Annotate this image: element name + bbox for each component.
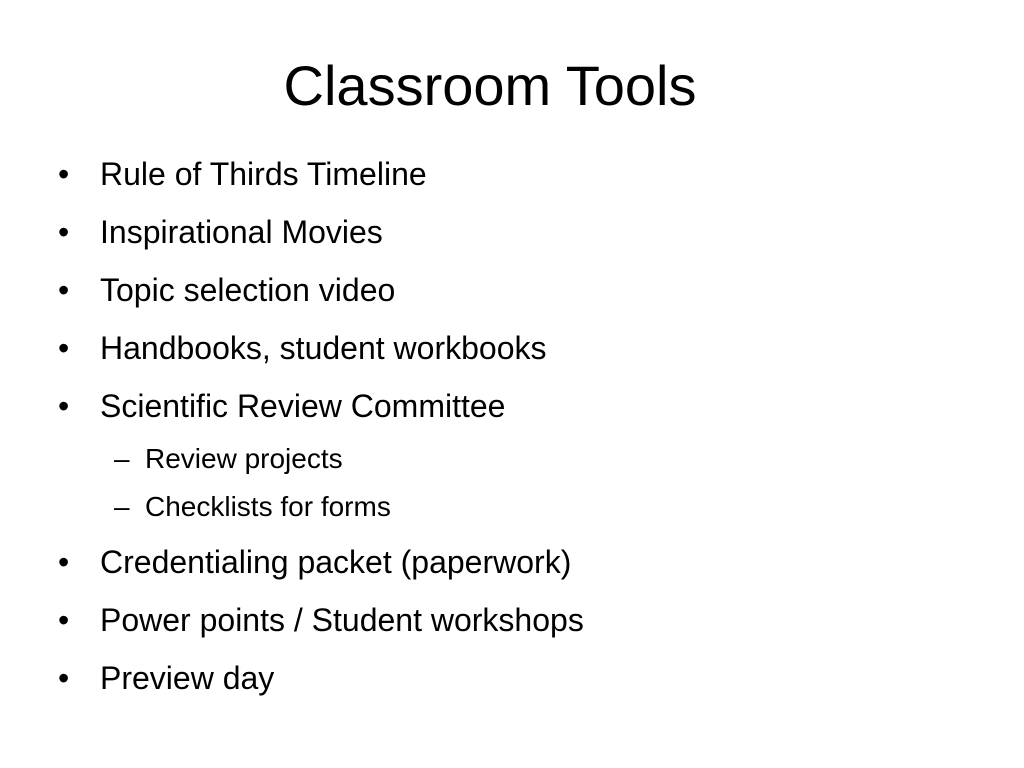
sub-bullet-item [58,483,998,531]
bullet-marker: • [58,156,70,192]
sub-bullet-list [58,435,998,531]
bullet-item [58,591,998,649]
bullet-marker: • [58,272,70,308]
bullet-text: Rule of Thirds Timeline [100,156,427,192]
sub-bullet-item [58,435,998,483]
bullet-marker: • [58,330,70,366]
bullet-item [58,533,998,591]
sub-bullet-text: Checklists for forms [145,491,391,522]
bullet-text: Handbooks, student workbooks [100,330,547,366]
bullet-item [58,377,998,533]
bullet-text: Topic selection video [100,272,396,308]
bullet-text: Scientific Review Committee [100,388,506,424]
bullet-item [58,145,998,203]
slide-title: Classroom Tools [283,54,697,117]
bullet-item [58,649,998,707]
sub-bullet-marker: – [114,443,130,474]
bullet-marker: • [58,660,70,696]
sub-bullet-text: Review projects [145,443,343,474]
bullet-text: Inspirational Movies [100,214,383,250]
bullet-marker: • [58,544,70,580]
sub-list-wrapper [58,435,998,533]
bullet-item [58,319,998,377]
bullet-item [58,203,998,261]
bullet-item [58,261,998,319]
bullet-marker: • [58,214,70,250]
bullet-text: Preview day [100,660,275,696]
bullet-text: Power points / Student workshops [100,602,584,638]
bullet-line [58,377,998,435]
bullet-marker: • [58,388,70,424]
bullet-text: Credentialing packet (paperwork) [100,544,572,580]
sub-bullet-marker: – [114,491,130,522]
bullet-list [58,145,998,707]
bullet-marker: • [58,602,70,638]
